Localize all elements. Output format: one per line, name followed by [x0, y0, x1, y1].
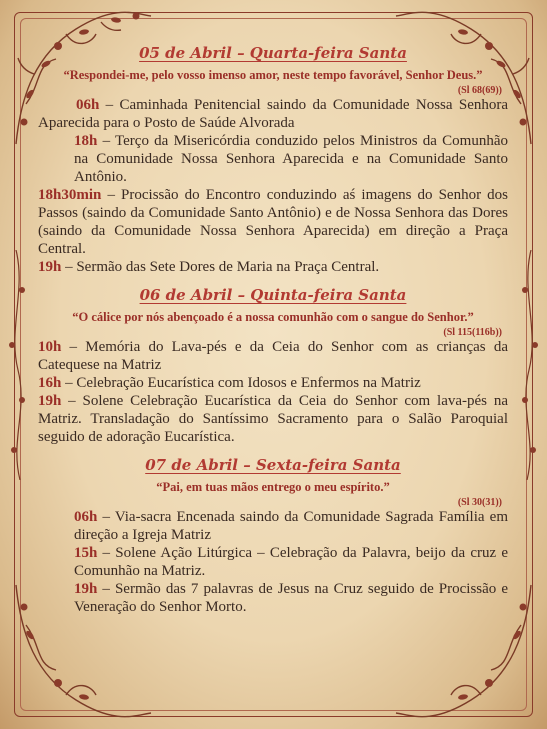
event-item — [38, 544, 508, 580]
day-section — [38, 44, 508, 276]
event-time: 19h — [38, 259, 62, 275]
event-text: – Sermão das Sete Dores de Maria na Praça Central. — [61, 259, 380, 275]
event-item — [38, 132, 508, 186]
event-text: – Solene Ação Litúrgica – Celebração da Palavra, beijo da cruz e Comunhão na Matriz. — [74, 545, 508, 579]
scripture-reference: (Sl 115(116b)) — [443, 327, 502, 338]
event-item — [38, 508, 508, 544]
event-time: 10h — [38, 339, 62, 355]
event-item — [38, 374, 508, 392]
event-text: – Via-sacra Encenada saindo da Comunidade Sagrada Família em direção a Igreja Matriz — [74, 509, 508, 543]
event-item — [38, 338, 508, 374]
event-time: 06h — [76, 97, 100, 113]
scripture-quote: “O cálice por nós abençoado é a nossa comunhão com o sangue do Senhor.” — [72, 310, 474, 324]
event-time: 06h — [74, 509, 98, 525]
day-title: 06 de Abril – Quinta-feira Santa — [139, 286, 407, 304]
scripture-reference: (Sl 68(69)) — [457, 85, 502, 96]
event-text: – Terço da Misericórdia conduzido pelos Ministros da Comunhão na Comunidade Nossa Senhora Aparecida e na Comunidade Santo Antônio. — [74, 133, 508, 185]
scripture-quote: “Pai, em tuas mãos entrego o meu espírito.” — [156, 480, 390, 494]
schedule-content — [38, 44, 508, 616]
scripture-quote: “Respondei-me, pelo vosso imenso amor, neste tempo favorável, Senhor Deus.” — [63, 68, 483, 82]
event-text: – Celebração Eucarística com Idosos e Enfermos na Matriz — [61, 375, 421, 391]
day-section — [38, 286, 508, 446]
event-item — [38, 258, 508, 276]
event-item — [38, 580, 508, 616]
event-text: – Memória do Lava-pés e da Ceia do Senhor com as crianças da Catequese na Matriz — [38, 339, 508, 373]
event-time: 19h — [38, 393, 62, 409]
event-time: 16h — [38, 375, 62, 391]
day-section — [38, 456, 508, 616]
day-title: 05 de Abril – Quarta-feira Santa — [139, 44, 407, 62]
floral-side-vine-ornament-icon — [4, 250, 34, 480]
event-time: 18h30min — [38, 187, 102, 203]
day-title: 07 de Abril – Sexta-feira Santa — [145, 456, 401, 474]
floral-side-vine-ornament-icon — [513, 250, 543, 480]
event-time: 19h — [74, 581, 98, 597]
event-item — [38, 392, 508, 446]
event-time: 15h — [74, 545, 98, 561]
event-text: – Sermão das 7 palavras de Jesus na Cruz seguido de Procissão e Veneração do Senhor Morto. — [74, 581, 508, 615]
scripture-reference: (Sl 30(31)) — [457, 497, 502, 508]
event-time: 18h — [74, 133, 98, 149]
event-text: – Solene Celebração Eucarística da Ceia do Senhor com lava-pés na Matriz. Transladação do Santíssimo Sacramento para o Salão Paroquial seguido de adoração Eucarística. — [38, 393, 508, 445]
event-text: – Caminhada Penitencial saindo da Comunidade Nossa Senhora Aparecida para o Posto de Saúde Alvorada — [38, 97, 508, 131]
event-text: – Procissão do Encontro conduzindo aś imagens do Senhor dos Passos (saindo da Comunidade Santo Antônio) e de Nossa Senhora das Dores (saindo da Comunidade Nossa Senhora Aparecida) em direção a Praça Central. — [38, 187, 508, 257]
event-item — [38, 96, 508, 132]
event-item — [38, 186, 508, 258]
